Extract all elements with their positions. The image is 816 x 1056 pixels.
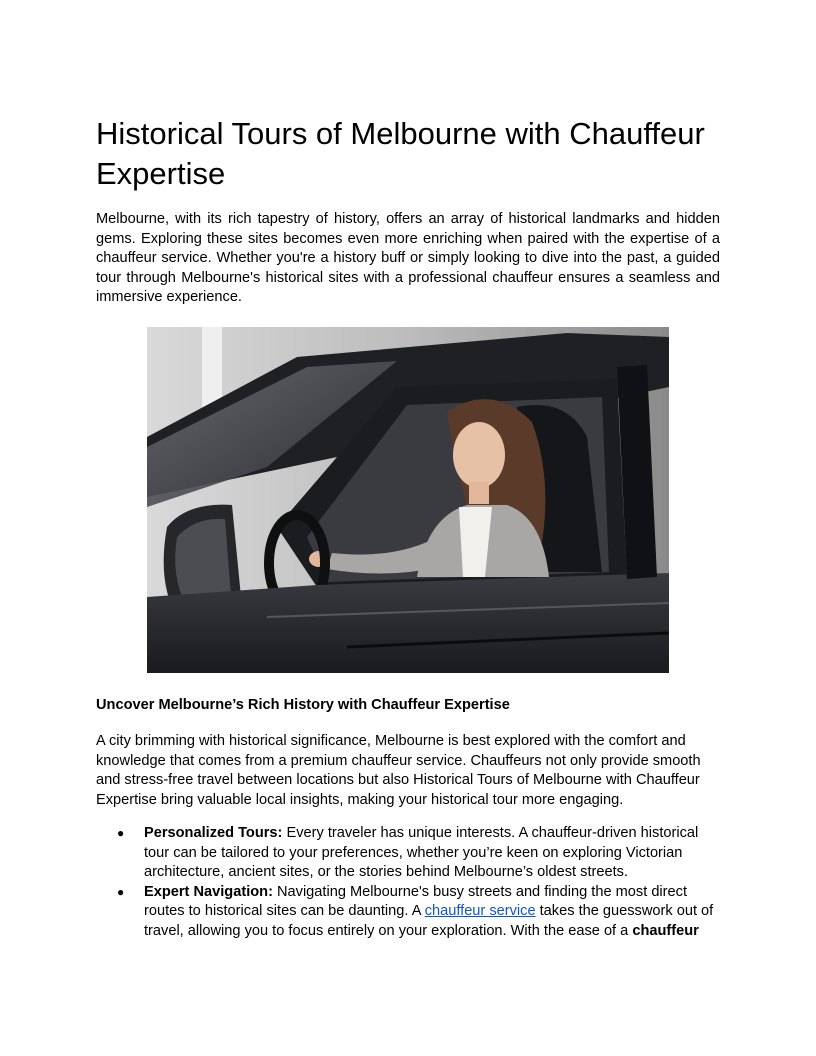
list-item-text: Every traveler has unique interests. A chauffeur-driven historical tour can be tailored to your preferences, whether you’re keen on exploring Victorian architecture, ancient sites, or the stories behind Melbourne’s oldest streets. [144,825,699,880]
chauffeur-photo [147,327,669,673]
intro-paragraph: Melbourne, with its rich tapestry of history, offers an array of historical landmarks and hidden gems. Exploring these sites becomes even more enriching when paired with the expertise of a chauffeur service. Whether you're a history buff or simply looking to dive into the past, a guided tour through Melbourne's historical sites with a professional chauffeur ensures a seamless and immersive experience. [96,211,720,305]
bullet-icon: ● [117,884,125,899]
list-item-text-continued: takes the guesswork out of travel, allowing you to focus entirely on your exploration. With the ease of a [144,903,714,939]
section-heading: Uncover Melbourne’s Rich History with Chauffeur Expertise [96,697,510,713]
list-item-text: Navigating Melbourne's busy streets and finding the most direct routes to historical sites can be daunting. A [144,883,687,919]
list-item [96,883,720,942]
section-paragraph: A city brimming with historical significance, Melbourne is best explored with the comfort and knowledge that comes from a premium chauffeur service. Chauffeurs not only provide smooth and stress-free travel between locations but also Historical Tours of Melbourne with Chauffeur Expertise bring valuable local insights, making your historical tour more engaging. [96,733,701,808]
list-item [96,824,720,883]
page-title: Historical Tours of Melbourne with Chauffeur Expertise [96,116,705,191]
bullet-icon: ● [117,826,125,840]
feature-list [96,824,720,941]
list-item-trailing-bold: chauffeur [632,922,699,939]
list-item-label: Expert Navigation: [144,883,273,900]
chauffeur-service-link[interactable]: chauffeur service [424,903,536,919]
list-item-label: Personalized Tours: [144,825,283,841]
